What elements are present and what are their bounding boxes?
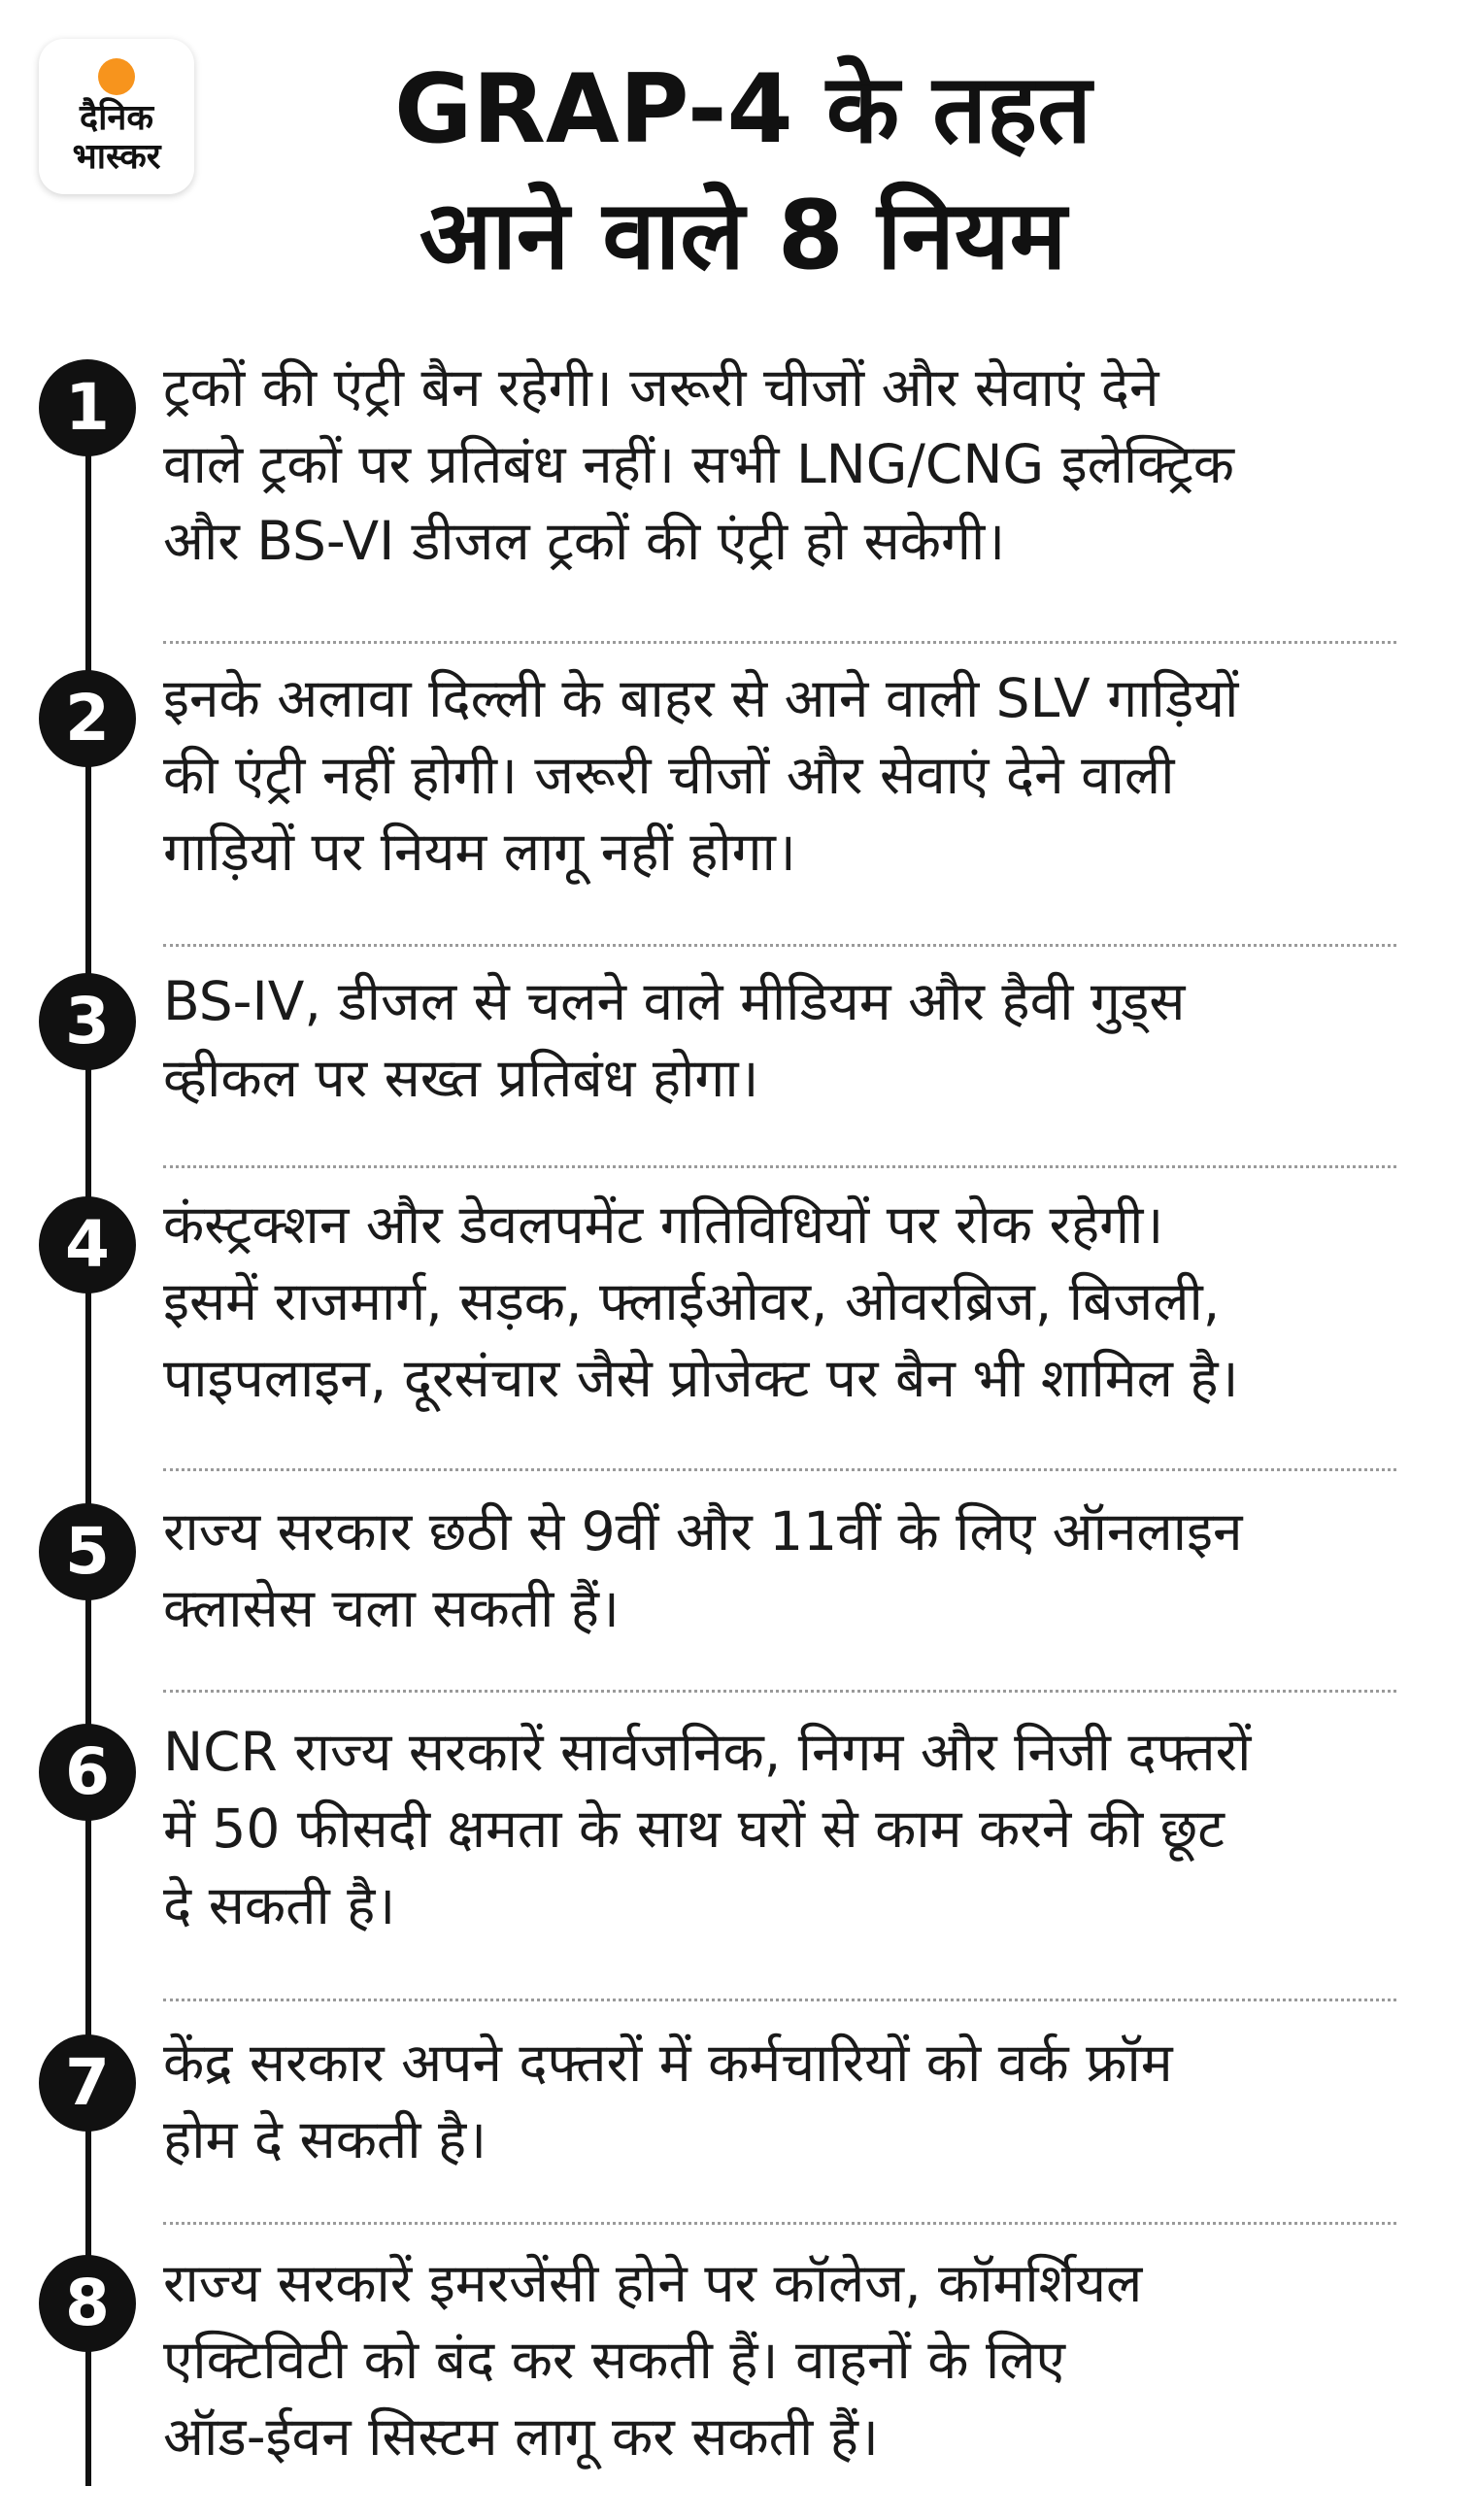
rule-number-badge: 6 xyxy=(39,1724,136,1821)
rule-number-badge: 4 xyxy=(39,1196,136,1294)
divider xyxy=(163,641,1396,644)
divider xyxy=(163,1468,1396,1471)
rule-text xyxy=(163,1494,1445,1647)
divider xyxy=(163,1165,1396,1168)
rule-text-line: व्हीकल पर सख्त प्रतिबंध होगा। xyxy=(163,1047,759,1109)
divider xyxy=(163,1690,1396,1693)
logo-text-line1: दैनिक xyxy=(79,98,154,138)
rule-text xyxy=(163,963,1445,1117)
rule-text xyxy=(163,1187,1445,1417)
rule-number-badge: 7 xyxy=(39,2034,136,2132)
rule-text-line: गाड़ियों पर नियम लागू नहीं होगा। xyxy=(163,821,796,883)
rule-number-badge: 5 xyxy=(39,1503,136,1600)
rule-text-line: दे सकती है। xyxy=(163,1874,396,1936)
rule-text xyxy=(163,660,1445,890)
rule-text-line: राज्य सरकार छठी से 9वीं और 11वीं के लिए ऑनलाइन xyxy=(163,1500,1243,1562)
divider xyxy=(163,2222,1396,2225)
rule-text-line: राज्य सरकारें इमरजेंसी होने पर कॉलेज, कॉमर्शियल xyxy=(163,2252,1143,2314)
rule-text-line: BS-IV, डीजल से चलने वाले मीडियम और हैवी गुड्स xyxy=(163,970,1186,1032)
rule-number-badge: 1 xyxy=(39,359,136,456)
rule-text-line: क्लासेस चला सकती हैं। xyxy=(163,1577,620,1639)
dainik-bhaskar-logo xyxy=(39,39,194,194)
rule-text xyxy=(163,2025,1445,2178)
rule-text-line: पाइपलाइन, दूरसंचार जैसे प्रोजेक्ट पर बैन भी शामिल है। xyxy=(163,1347,1239,1409)
rule-text-line: की एंट्री नहीं होगी। जरूरी चीजों और सेवाएं देने वाली xyxy=(163,744,1175,806)
rule-number-badge: 2 xyxy=(39,670,136,767)
rule-text-line: कंस्ट्रक्शन और डेवलपमेंट गतिविधियों पर रोक रहेगी। xyxy=(163,1193,1164,1256)
divider xyxy=(163,1999,1396,2001)
rule-text xyxy=(163,350,1445,580)
sun-icon xyxy=(98,58,135,95)
rule-text xyxy=(163,2245,1445,2475)
page-title-line2: आने वाले 8 नियम xyxy=(419,181,1067,291)
page-title-line1: GRAP-4 के तहत xyxy=(394,54,1091,165)
rule-text-line: ट्रकों की एंट्री बैन रहेगी। जरूरी चीजों और सेवाएं देने xyxy=(163,356,1159,419)
rule-text-line: केंद्र सरकार अपने दफ्तरों में कर्मचारियों को वर्क फ्रॉम xyxy=(163,2032,1173,2094)
rule-text-line: एक्टिविटी को बंद कर सकती हैं। वाहनों के लिए xyxy=(163,2329,1065,2391)
rule-text xyxy=(163,1714,1445,1944)
rule-text-line: और BS-VI डीजल ट्रकों की एंट्री हो सकेगी। xyxy=(163,510,1006,572)
rule-number-badge: 8 xyxy=(39,2255,136,2352)
rule-text-line: इनके अलावा दिल्ली के बाहर से आने वाली SLV गाड़ियों xyxy=(163,667,1239,729)
rule-text-line: NCR राज्य सरकारें सार्वजनिक, निगम और निजी दफ्तरों xyxy=(163,1721,1252,1783)
rule-text-line: में 50 फीसदी क्षमता के साथ घरों से काम करने की छूट xyxy=(163,1798,1225,1860)
rule-number-badge: 3 xyxy=(39,973,136,1070)
rule-text-line: इसमें राजमार्ग, सड़क, फ्लाईओवर, ओवरब्रिज, बिजली, xyxy=(163,1270,1221,1332)
rule-text-line: वाले ट्रकों पर प्रतिबंध नहीं। सभी LNG/CNG इलेक्ट्रिक xyxy=(163,433,1235,495)
rule-text-line: ऑड-ईवन सिस्टम लागू कर सकती हैं। xyxy=(163,2405,879,2468)
rule-text-line: होम दे सकती है। xyxy=(163,2108,487,2170)
logo-text-line2: भास्कर xyxy=(72,137,161,177)
divider xyxy=(163,944,1396,947)
